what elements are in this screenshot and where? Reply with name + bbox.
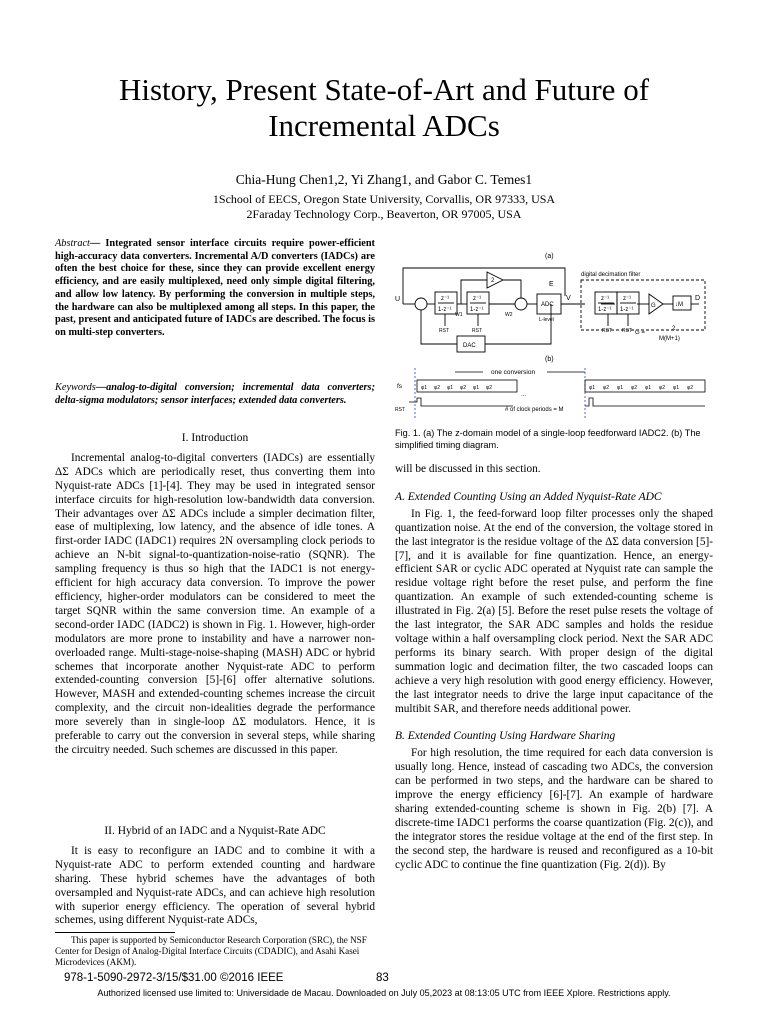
affiliation-1: 1School of EECS, Oregon State University, Corvallis, OR 97333, USA [212, 192, 556, 206]
adc-label: ADC [541, 302, 554, 308]
keywords [55, 382, 375, 407]
z-den-4: 1-z⁻¹ [620, 307, 634, 313]
title-line-1: History, Present State-of-Art and Future of [118, 72, 650, 107]
license-notice: Authorized licensed use limited to: Universidade de Macau. Downloaded on July 05,2023 at 08:13:05 UTC from IEEE Xplore. Restrictions apply. [97, 988, 671, 998]
footer-isbn: 978-1-5090-2972-3/15/$31.00 ©2016 IEEE [64, 972, 284, 984]
abstract-lead: Abstract [55, 238, 90, 249]
gain-g: G [651, 303, 656, 309]
section-1-paragraph: Incremental analog-to-digital converters (IADCs) are essentially ΔΣ ADCs which are periodically reset, thus converting them into Nyquist-rate ADCs [1]-[4]. They may be used in integrated sensor interface circuits for high-resolution low-bandwidth data conversion. Their advantages over ΔΣ ADCs include a simpler decimation filter, ease of multiplexing, low latency, and the absence of idle tones. A first-order IADC (IADC1) requires 2N oversampling clock periods to achieve an N-bit signal-to-quantization-noise-ratio (SQNR). The sampling frequency is thus so high that the IADC1 is not energy-efficient for high accuracy data conversion. To improve the power efficiency, higher-order modulators can be considered to meet the target SQNR within the same conversion time. An example of a second-order IADC (IADC2) is shown in Fig. 1. However, high-order modulators are more prone to instability and have a narrower non-overloaded range. Multi-stage-noise-shaping (MASH) ADC or hybrid schemes that incorporate another Nyquist-rate ADC to perform extended-counting conversion [5]-[6] offer alternative solutions. However, MASH and extended-counting schemes increase the circuit complexity, and the circuit non-idealities degrade the performance more severely than in single-loop ΔΣ modulators. Hence, it is preferable to carry out the conversion in several steps, while sharing the circuitry needed. Such schemes are discussed in this paper. [55, 451, 375, 756]
keywords-lead: Keywords [55, 382, 96, 393]
phi1-g: φ1 [673, 385, 680, 391]
footnote-text: This paper is supported by Semiconductor Research Corporation (SRC), the NSF Center for Design of Analog-Digital Interface Circuits (CDADIC), and Asahi Kasei Microdevices (AKM). [55, 935, 367, 968]
output-v-label: V [566, 295, 571, 302]
authors: Chia-Hung Chen1,2, Yi Zhang1, and Gabor C. Temes1 [235, 172, 533, 187]
title-line-2: Incremental ADCs [268, 108, 500, 143]
abstract-text: — Integrated sensor interface circuits require power-efficient high-accuracy data converters. Incremental A/D converters (IADCs) are often the best choice for these, since they can provide excellent energy efficiency, and are easily multiplexed, need only simple digital filtering, and allow low latency. By performing the conversion in multiple steps, the hardware can also be multiplexed among all steps. In this paper, the past, present and anticipated future of IADCs are described. The focus is on multi-step converters. [55, 238, 375, 338]
rst-1: RST [439, 328, 449, 334]
g-formula-lhs: G = [635, 330, 645, 336]
subsection-b-paragraph: For high resolution, the time required for each data conversion is usually long. Hence, instead of cascading two ADCs, the conversion can be performed in two steps, and the hardware can be shared to improve the energy efficiency [6]-[7]. An example of hardware sharing extended-counting scheme is shown in Fig. 2(b) [7]. A discrete-time IADC1 performs the coarse quantization (Fig. 2(c)), and the integrator stores the residue voltage at the end of the first step. In the second step, the hardware is reused and reconfigured as a 10-bit cyclic ADC to continue the fine quantization (Fig. 2(d)). By [395, 747, 713, 871]
section-2-heading: II. Hybrid of an IADC and a Nyquist-Rate ADC [104, 825, 326, 837]
page-number: 83 [376, 972, 389, 984]
paper-title [0, 72, 768, 144]
phi1-c: φ1 [473, 385, 480, 391]
footnote [55, 935, 385, 969]
clock-periods-label: # of clock periods = M [505, 407, 564, 413]
figure-1-caption: Fig. 1. (a) The z-domain model of a single-loop feedforward IADC2. (b) The simplified timing diagram. [395, 428, 701, 450]
z-num-3: z⁻¹ [601, 296, 610, 302]
z-den-3: 1-z⁻¹ [598, 307, 612, 313]
downsample-box: ↓M [675, 302, 683, 308]
gain-2: 2 [491, 278, 495, 284]
z-den-2: 1-z⁻¹ [470, 307, 484, 313]
phi1-f: φ1 [645, 385, 652, 391]
one-conversion-label: one conversion [491, 369, 536, 376]
phi1-a: φ1 [421, 385, 428, 391]
phi2-f: φ2 [659, 385, 666, 391]
rst-3: RST [602, 328, 612, 334]
section-2-paragraph: It is easy to reconfigure an IADC and to combine it with a Nyquist-rate ADC to perform extended counting and hardware sharing. These hybrid schemes have the advantages of both oversampled and Nyquist-rate ADCs, and can achieve high resolution with superior energy efficiency. The operation of several hybrid schemes, using different Nyquist-rate ADCs, [55, 844, 375, 927]
z-num-4: z⁻¹ [623, 296, 632, 302]
phi2-e: φ2 [631, 385, 638, 391]
subsection-a-paragraph: In Fig. 1, the feed-forward loop filter processes only the shaped quantization noise. At the end of the conversion, the voltage stored in the last integrator is the residue voltage of the ΔΣ data conversion [5]-[7], and it is available for fine quantization. Hence, an energy-efficient SAR or cyclic ADC operated at Nyquist rate can sample the residue voltage right before the reset pulse, and perform the fine quantization. An example of such extended-counting scheme is illustrated in Fig. 2(a) [5]. Before the reset pulse resets the voltage of the last integrator, the SAR ADC samples and holds the residue voltage within a half oversampling clock period. Next the SAR ADC performs its binary search. With proper design of the digital summation logic and decimation filter, the two cascaded loops can achieve a very high resolution with good energy efficiency. However, the last integrator needs to drive the large input capacitance of the multibit SAR, and therefore needs additional power. [395, 507, 713, 715]
phi1-d: φ1 [589, 385, 596, 391]
continuation-text: will be discussed in this section. [395, 463, 541, 475]
figure-label-a: (a) [545, 253, 554, 260]
subsection-b-heading: B. Extended Counting Using Hardware Sharing [395, 730, 616, 743]
figure-1 [395, 248, 713, 423]
section-introduction [55, 432, 375, 758]
figure-label-b: (b) [545, 356, 554, 363]
rst-4: RST [622, 328, 632, 334]
keywords-text: —analog-to-digital conversion; incremental data converters; delta-sigma modulators; sensor interfaces; extended data converters. [55, 382, 375, 406]
phi2-c: φ2 [486, 385, 493, 391]
phi1-e: φ1 [617, 385, 624, 391]
phi2-g: φ2 [687, 385, 694, 391]
z-num-2: z⁻¹ [473, 296, 482, 302]
timing-ellipsis: ... [521, 392, 527, 398]
abstract [55, 238, 375, 340]
w2-label: W2 [505, 312, 513, 318]
affiliation-2: 2Faraday Technology Corp., Beaverton, OR 97005, USA [246, 207, 522, 221]
subsection-a-heading: A. Extended Counting Using an Added Nyquist-Rate ADC [395, 490, 662, 503]
phi2-b: φ2 [460, 385, 467, 391]
adc-sub-label: L-level [539, 317, 554, 323]
phi1-b: φ1 [447, 385, 454, 391]
section-hybrid [55, 825, 375, 928]
fs-label: fs [397, 383, 403, 390]
z-den-1: 1-z⁻¹ [438, 307, 452, 313]
rst-2: RST [472, 328, 482, 334]
decimation-filter-label: digital decimation filter [581, 272, 641, 278]
section-1-heading: I. Introduction [181, 432, 249, 444]
g-formula-den: M(M+1) [659, 336, 680, 342]
input-label: U [395, 296, 401, 303]
w1-label: W1 [455, 312, 463, 318]
phi2-d: φ2 [603, 385, 610, 391]
error-label: E [549, 281, 554, 288]
footnote-rule [55, 932, 175, 933]
phi2-a: φ2 [434, 385, 441, 391]
right-column [395, 463, 713, 872]
output-d-label: D [695, 295, 701, 302]
g-formula-num: 2 [672, 326, 676, 332]
dac-label: DAC [463, 343, 476, 349]
z-num-1: z⁻¹ [441, 296, 450, 302]
rst-timing-label: RST [395, 407, 405, 413]
